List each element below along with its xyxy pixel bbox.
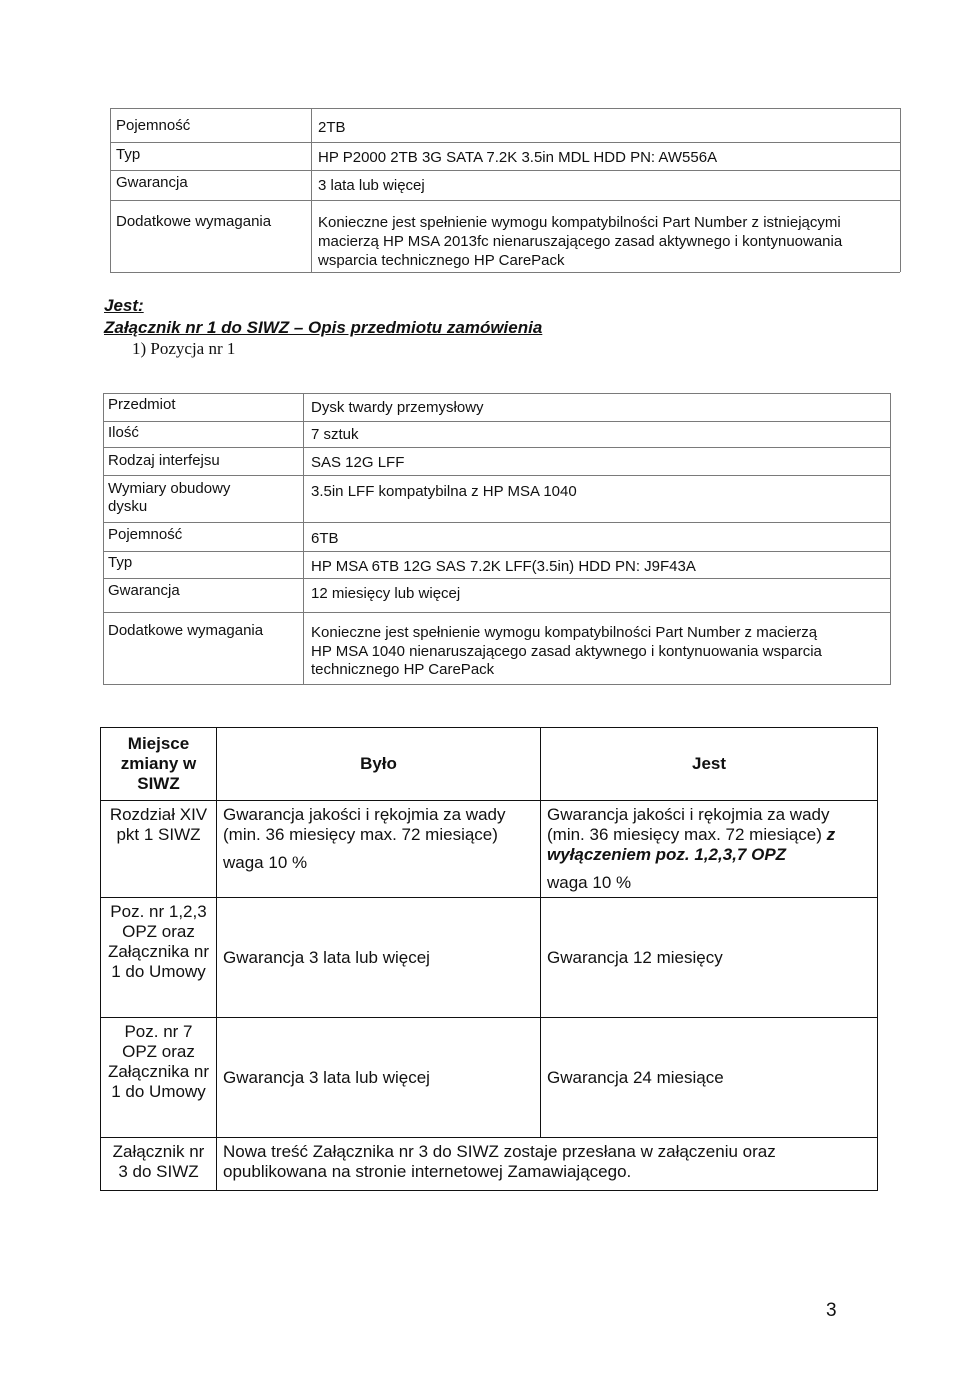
table-rule xyxy=(311,108,312,272)
row-value-line: technicznego HP CarePack xyxy=(311,661,495,678)
attachment-heading: Załącznik nr 1 do SIWZ – Opis przedmiotu zamówienia xyxy=(104,318,543,337)
cell-is: Gwarancja 24 miesiące xyxy=(541,1018,878,1138)
row-label: Typ xyxy=(108,554,133,571)
cell-merged: Nowa treść Załącznika nr 3 do SIWZ zostaje przesłana w załączeniu oraz opublikowana na stronie internetowej Zamawiającego. xyxy=(217,1138,878,1191)
table-row xyxy=(101,801,878,898)
was-weight: waga 10 % xyxy=(223,853,308,872)
jest-heading: Jest: xyxy=(104,296,144,315)
cell-place: Załącznik nr 3 do SIWZ xyxy=(101,1138,217,1191)
header-place: Miejsce zmiany w SIWZ xyxy=(101,728,217,801)
row-label: Przedmiot xyxy=(108,396,176,413)
table-rule xyxy=(103,393,104,684)
cell-place: Poz. nr 1,2,3 OPZ oraz Załącznika nr 1 do Umowy xyxy=(101,898,217,1018)
position-line: 1) Pozycja nr 1 xyxy=(132,339,236,358)
table-rule xyxy=(110,108,111,272)
table-rule xyxy=(890,393,891,684)
cell-was xyxy=(217,801,541,898)
row-label: Dodatkowe wymagania xyxy=(108,622,264,639)
table-rule xyxy=(103,612,891,613)
cell-is xyxy=(541,801,878,898)
row-label: Dodatkowe wymagania xyxy=(116,213,272,230)
table-rule xyxy=(110,272,900,273)
table-rule xyxy=(103,551,891,552)
cell-place: Rozdział XIV pkt 1 SIWZ xyxy=(101,801,217,898)
table-rule xyxy=(103,522,891,523)
header-was: Było xyxy=(217,728,541,801)
row-value: 3 lata lub więcej xyxy=(318,177,425,194)
header-is: Jest xyxy=(541,728,878,801)
cell-place: Poz. nr 7 OPZ oraz Załącznika nr 1 do Umowy xyxy=(101,1018,217,1138)
row-value: Dysk twardy przemysłowy xyxy=(311,399,484,416)
is-text-main: Gwarancja jakości i rękojmia za wady (min. 36 miesięcy max. 72 miesiące) xyxy=(547,805,830,844)
table-rule xyxy=(103,684,891,685)
row-value-line: wsparcia technicznego HP CarePack xyxy=(318,252,565,269)
was-text: Gwarancja jakości i rękojmia za wady (min. 36 miesięcy max. 72 miesiące) xyxy=(223,805,506,844)
table-rule xyxy=(110,142,900,143)
row-value-line: macierzą HP MSA 2013fc nienaruszającego zasad aktywnego i kontynuowania xyxy=(318,233,843,250)
is-text-emphasis: z wyłączeniem poz. 1,2,3,7 OPZ xyxy=(547,825,836,864)
table-rule xyxy=(103,447,891,448)
row-value: 3.5in LFF kompatybilna z HP MSA 1040 xyxy=(311,483,577,500)
table-rule xyxy=(900,108,901,272)
table-rule xyxy=(110,108,900,109)
row-label: Typ xyxy=(116,146,141,163)
row-value: SAS 12G LFF xyxy=(311,454,405,471)
row-label: Gwarancja xyxy=(116,174,188,191)
changes-table xyxy=(100,727,878,1191)
cell-is: Gwarancja 12 miesięcy xyxy=(541,898,878,1018)
table-rule xyxy=(103,421,891,422)
is-weight: waga 10 % xyxy=(547,873,632,892)
row-label: Pojemność xyxy=(116,117,191,134)
table-rule xyxy=(103,393,891,394)
row-value: 12 miesięcy lub więcej xyxy=(311,585,461,602)
row-label: Ilość xyxy=(108,424,139,441)
row-value-line: Konieczne jest spełnienie wymogu kompatybilności Part Number z istniejącymi xyxy=(318,214,841,231)
row-value-line: Konieczne jest spełnienie wymogu kompatybilności Part Number z macierzą xyxy=(311,624,818,641)
table-header-row xyxy=(101,728,878,801)
table-row xyxy=(101,1138,878,1191)
table-rule xyxy=(303,393,304,684)
table-row xyxy=(101,1018,878,1138)
row-value: 2TB xyxy=(318,119,346,136)
table-row xyxy=(101,898,878,1018)
row-label: Pojemność xyxy=(108,526,183,543)
row-value: HP P2000 2TB 3G SATA 7.2K 3.5in MDL HDD PN: AW556A xyxy=(318,149,718,166)
table-rule xyxy=(110,200,900,201)
table-rule xyxy=(103,578,891,579)
row-label-line: dysku xyxy=(108,498,148,515)
row-value: 7 sztuk xyxy=(311,426,359,443)
row-label: Rodzaj interfejsu xyxy=(108,452,220,469)
table-rule xyxy=(110,170,900,171)
table-rule xyxy=(103,475,891,476)
row-label-line: Wymiary obudowy xyxy=(108,480,231,497)
row-label: Gwarancja xyxy=(108,582,180,599)
row-value: 6TB xyxy=(311,530,339,547)
cell-was: Gwarancja 3 lata lub więcej xyxy=(217,1018,541,1138)
row-value-line: HP MSA 1040 nienaruszającego zasad aktywnego i kontynuowania wsparcia xyxy=(311,643,822,660)
cell-was: Gwarancja 3 lata lub więcej xyxy=(217,898,541,1018)
is-text xyxy=(547,805,871,865)
page-number: 3 xyxy=(826,1300,837,1321)
row-value: HP MSA 6TB 12G SAS 7.2K LFF(3.5in) HDD PN: J9F43A xyxy=(311,558,696,575)
